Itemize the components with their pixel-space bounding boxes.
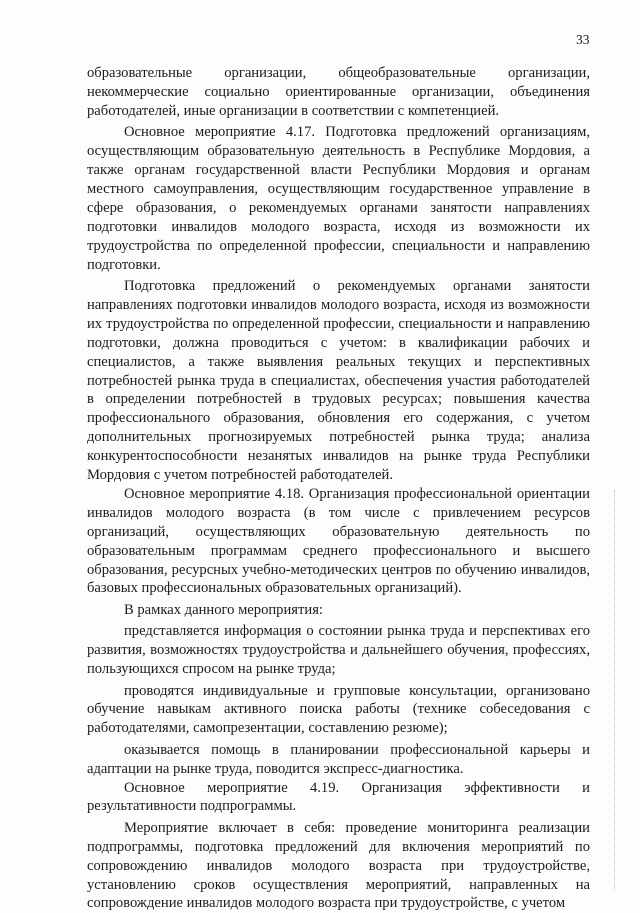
paragraph-organizations-continuation: образовательные организации, общеобразовательные организации, некоммерческие социально ориентированные организации, объединения работодателей, иные организации в соответствии с компетенцией. <box>87 65 590 119</box>
list-item-consultations: проводятся индивидуальные и групповые консультации, организовано обучение навыкам активного поиска работы (технике собеседования с работодателями, самопрезентации, составлению резюме); <box>87 682 590 737</box>
paragraph-within-measure: В рамках данного мероприятия: <box>124 601 323 618</box>
paragraph-measure-4-18: Основное мероприятие 4.18. Организация профессиональной ориентации инвалидов молодого возраста (в том числе с привлечением ресурсов организаций, осуществляющих образовательную деятельность по образовательным программам среднего профессионального и высшего образования, ресурсных учебно-методических центров по обучению инвалидов, базовых профессиональных образовательных организаций). <box>87 485 590 597</box>
list-item-career-planning: оказывается помощь в планировании профессиональной карьеры и адаптации на рынке труда, поводится экспресс-диагностика. <box>87 741 590 777</box>
scan-margin-dots <box>614 490 615 890</box>
page-number: 33 <box>576 32 590 47</box>
paragraph-measure-4-17: Основное мероприятие 4.17. Подготовка предложений организациям, осуществляющим образовательную деятельность в Республике Мордовия, а также органам государственной власти Республики Мордовия и органам местного самоуправления, осуществляющим государственное управление в сфере образования, о рекомендуемых органами занятости направлениях подготовки инвалидов молодого возраста, исходя из возможности их трудоустройства по определенной профессии, специальности и направлению подготовки. <box>87 124 590 273</box>
paragraph-measure-4-19: Основное мероприятие 4.19. Организация эффективности и результативности подпрограммы. <box>87 779 590 815</box>
paragraph-proposals-preparation: Подготовка предложений о рекомендуемых органами занятости направлениях подготовки инвалидов молодого возраста, исходя из возможности их трудоустройства по определенной профессии, специальности и направлению подготовки, должна проводиться с учетом: в квалификации рабочих и специалистов, а также выявления реальных текущих и перспективных потребностей рынка труда в специалистах, обеспечения участия работодателей в определении потребностей в трудовых ресурсах; повышения качества профессионального образования, обновления его содержания, с учетом дополнительных прогнозируемых потребностей рынка труда; анализа конкурентоспособности незанятых инвалидов на рынке труда Республики Мордовия с учетом потребностей работодателей. <box>87 277 590 484</box>
document-body <box>87 64 590 913</box>
paragraph-measure-includes: Мероприятие включает в себя: проведение мониторинга реализации подпрограммы, подготовка предложений для включения мероприятий по сопровождению инвалидов молодого возраста при трудоустройстве, установлению сроков осуществления мероприятий, направленных на сопровождение инвалидов молодого возраста при трудоустройстве, с учетом <box>87 819 590 912</box>
list-item-information: представляется информация о состоянии рынка труда и перспективах его развития, возможностях трудоустройства и дальнейшего обучения, профессиях, пользующихся спросом на рынке труда; <box>87 623 590 678</box>
